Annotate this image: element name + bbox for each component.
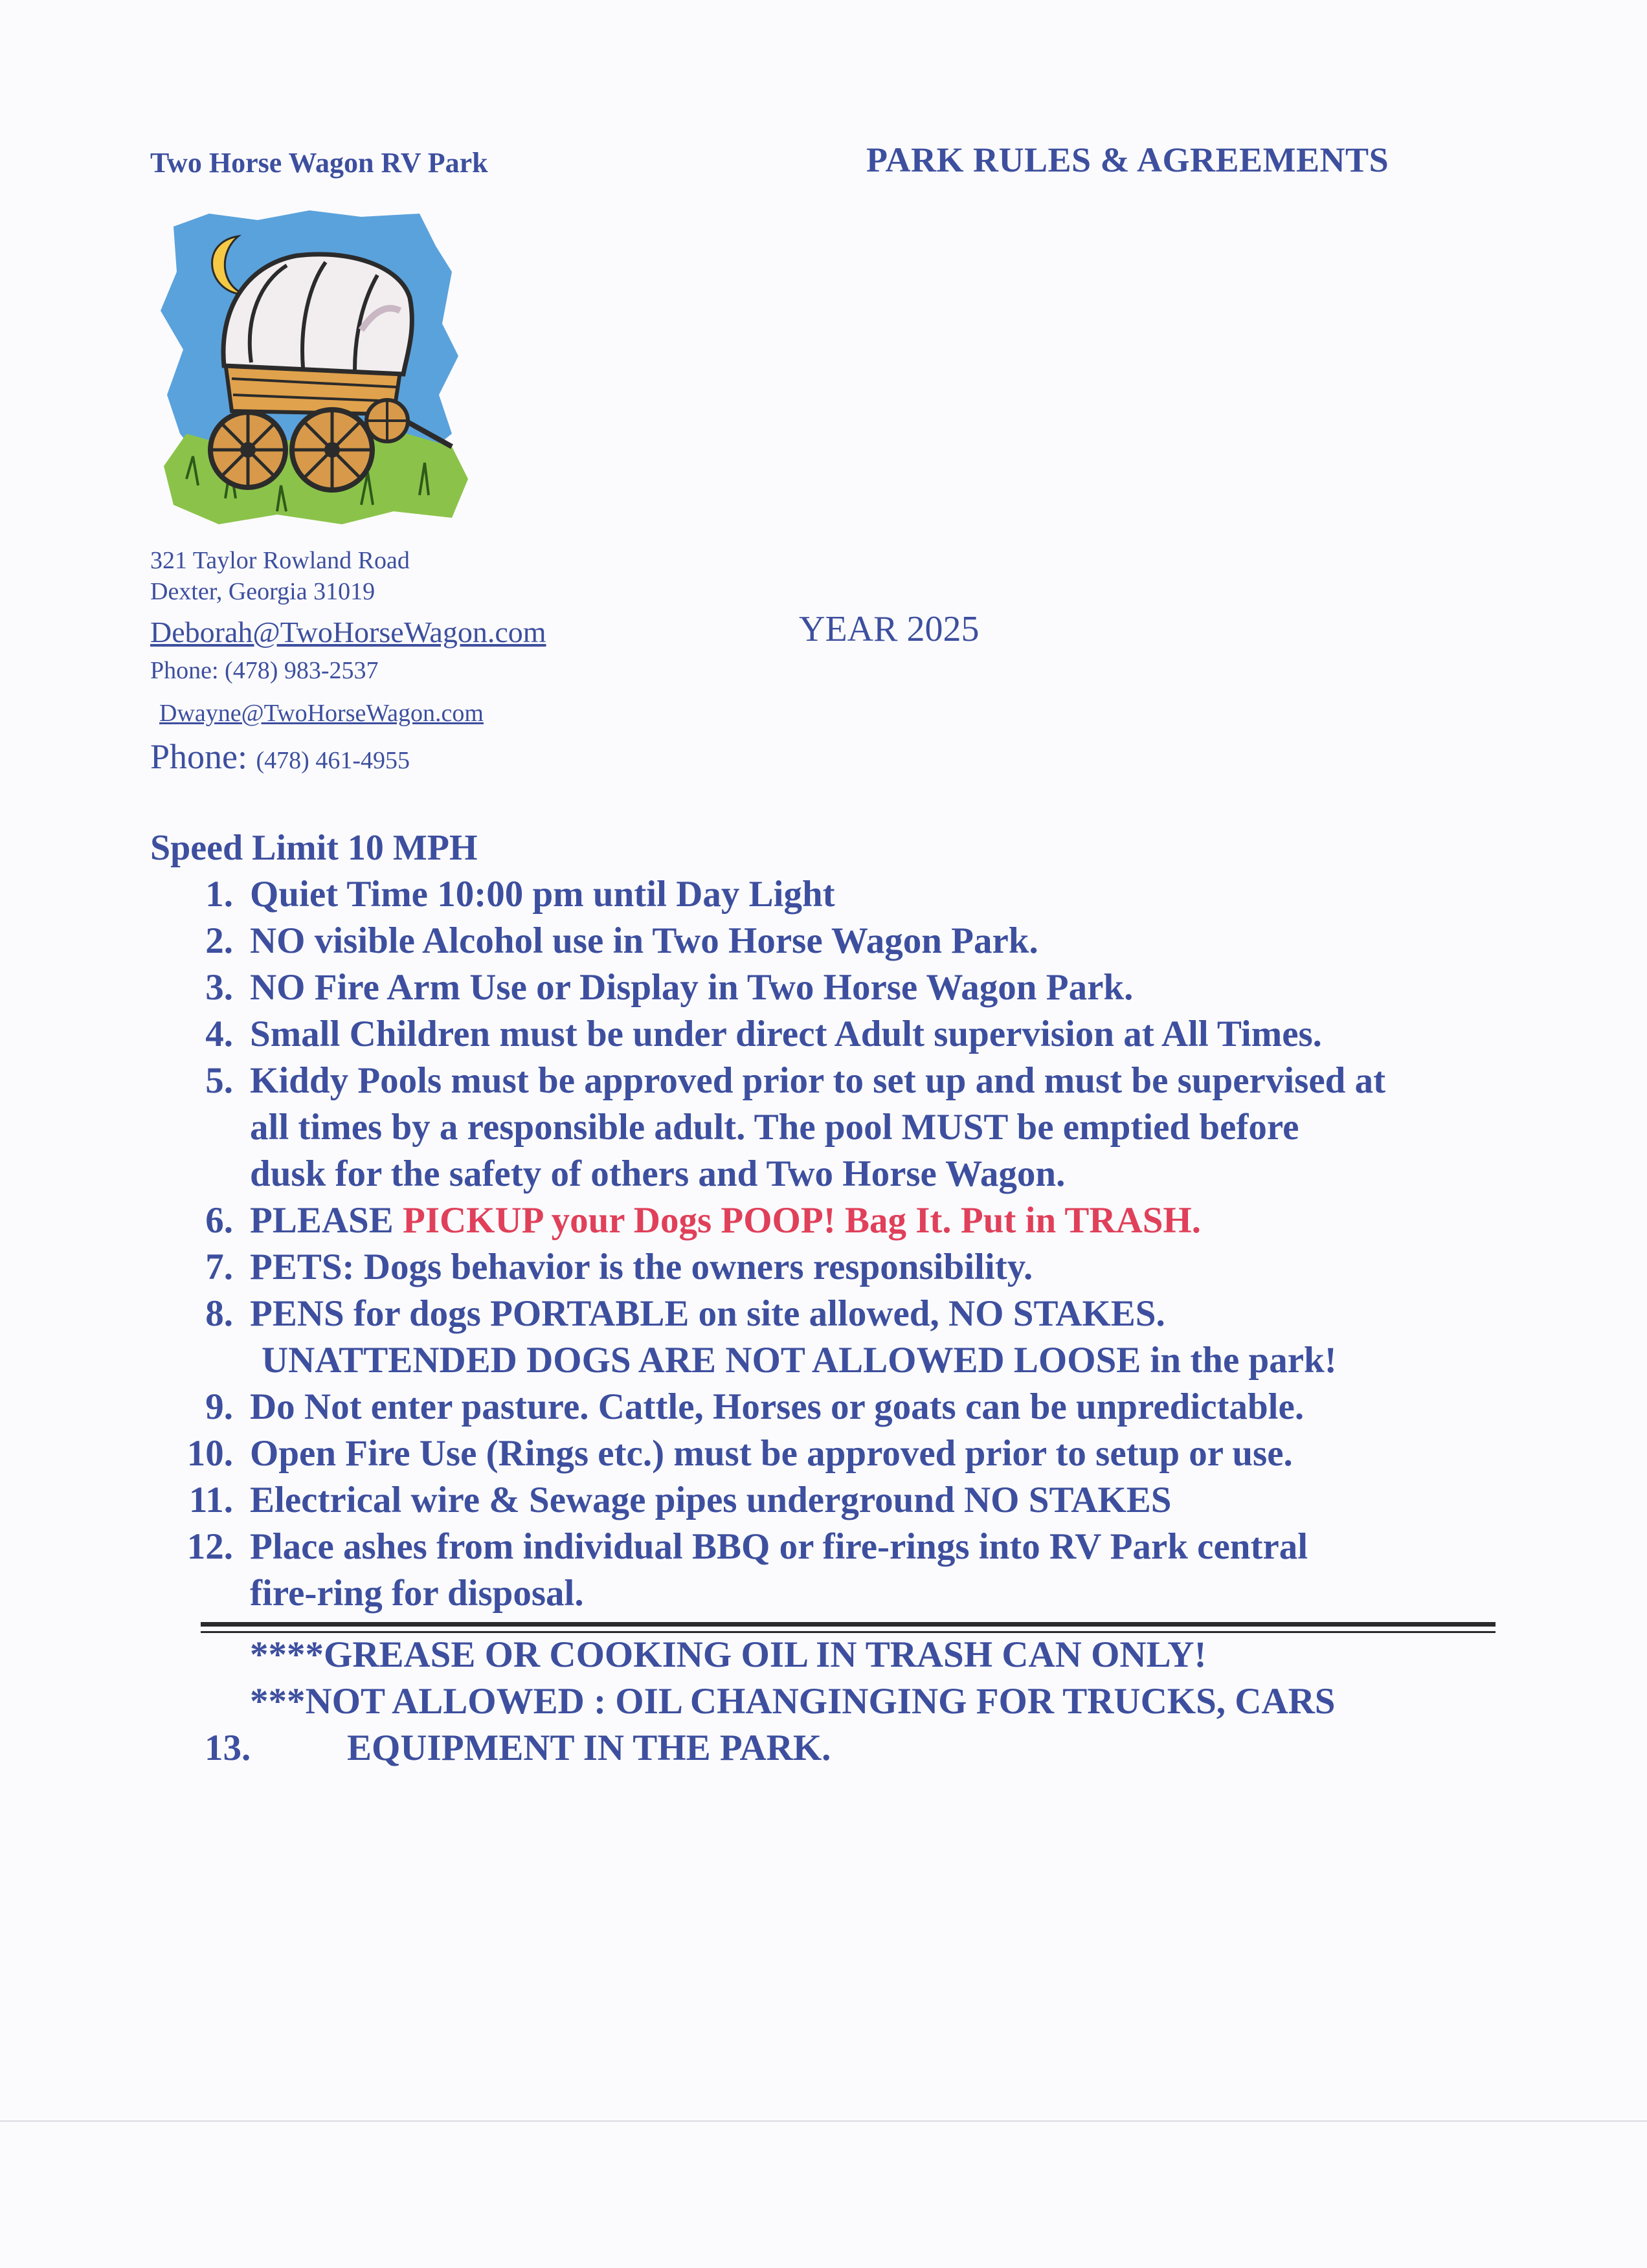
rule-continuation — [0, 1570, 1647, 1617]
rule-item — [0, 1244, 1647, 1291]
phone-2 — [150, 737, 410, 777]
phone-1: Phone: (478) 983-2537 — [150, 657, 379, 684]
rule-number: 4. — [205, 1014, 233, 1054]
rule-item — [0, 871, 1647, 918]
address-line-1: 321 Taylor Rowland Road — [150, 547, 410, 574]
rule-text: all times by a responsible adult. The pool MUST be emptied before — [250, 1107, 1299, 1148]
rule-text: fire-ring for disposal. — [250, 1573, 584, 1614]
rule-text-highlight: PICKUP your Dogs POOP! Bag It. Put in TRASH. — [403, 1200, 1202, 1241]
covered-wagon-icon — [148, 201, 471, 531]
grease-notice: ****GREASE OR COOKING OIL IN TRASH CAN ONLY! — [250, 1634, 1207, 1675]
rule-item — [0, 1011, 1647, 1058]
rule-number: 5. — [205, 1060, 233, 1101]
rule-number: 11. — [188, 1480, 233, 1520]
speed-limit-heading: Speed Limit 10 MPH — [150, 828, 478, 868]
rule-item — [0, 964, 1647, 1011]
rule-continuation — [0, 1337, 1647, 1384]
rule-number: 2. — [205, 920, 233, 961]
rules-list — [0, 871, 1647, 1617]
rule-number: 8. — [205, 1293, 233, 1334]
rule-number-13: 13. — [205, 1728, 251, 1768]
email-link-deborah[interactable]: Deborah@TwoHorseWagon.com — [150, 616, 546, 649]
rule-number: 6. — [205, 1200, 233, 1241]
rule-number: 10. — [186, 1433, 233, 1474]
rule-number: 1. — [205, 874, 233, 915]
rule-item — [0, 918, 1647, 964]
document-title: PARK RULES & AGREEMENTS — [866, 140, 1389, 179]
rule-text: Place ashes from individual BBQ or fire-rings into RV Park central — [250, 1526, 1308, 1567]
rule-item — [0, 1291, 1647, 1337]
divider-thick — [201, 1622, 1496, 1627]
rule-text-plain: PLEASE — [250, 1200, 403, 1241]
phone-2-label: Phone: — [150, 737, 248, 776]
rule-text: NO visible Alcohol use in Two Horse Wagon Park. — [250, 920, 1038, 961]
rule-text: Electrical wire & Sewage pipes underground NO STAKES — [250, 1480, 1172, 1520]
email-link-dwayne[interactable]: Dwayne@TwoHorseWagon.com — [159, 700, 484, 727]
rule-item — [0, 1477, 1647, 1524]
rule-text: UNATTENDED DOGS ARE NOT ALLOWED LOOSE in the park! — [262, 1340, 1337, 1381]
park-name: Two Horse Wagon RV Park — [150, 147, 488, 179]
address-line-2: Dexter, Georgia 31019 — [150, 578, 375, 605]
rule-item — [0, 1430, 1647, 1477]
phone-2-number: (478) 461-4955 — [256, 747, 410, 774]
rule-number: 3. — [205, 967, 233, 1008]
rule-item — [0, 1058, 1647, 1104]
rule-item — [0, 1524, 1647, 1570]
rule-text: dusk for the safety of others and Two Horse Wagon. — [250, 1153, 1066, 1194]
rule-text: Small Children must be under direct Adult supervision at All Times. — [250, 1014, 1322, 1054]
rule-continuation — [0, 1151, 1647, 1197]
rule-item — [0, 1384, 1647, 1430]
rule-text: PETS: Dogs behavior is the owners responsibility. — [250, 1247, 1033, 1287]
equipment-notice: EQUIPMENT IN THE PARK. — [347, 1728, 831, 1768]
rule-continuation — [0, 1104, 1647, 1151]
oil-change-notice: ***NOT ALLOWED : OIL CHANGINGING FOR TRUCKS, CARS — [250, 1681, 1336, 1722]
rule-number: 7. — [205, 1247, 233, 1287]
rule-text: Open Fire Use (Rings etc.) must be approved prior to setup or use. — [250, 1433, 1293, 1474]
rule-number: 9. — [205, 1386, 233, 1427]
rule-text: Kiddy Pools must be approved prior to set up and must be supervised at — [250, 1060, 1386, 1101]
year-label: YEAR 2025 — [799, 609, 980, 649]
rule-number: 12. — [186, 1526, 233, 1567]
rule-text: Do Not enter pasture. Cattle, Horses or goats can be unpredictable. — [250, 1386, 1305, 1427]
rule-item — [0, 1197, 1647, 1244]
rule-text: NO Fire Arm Use or Display in Two Horse Wagon Park. — [250, 967, 1134, 1008]
scan-edge-line — [0, 2120, 1647, 2122]
divider-thin — [201, 1631, 1496, 1633]
rule-text: Quiet Time 10:00 pm until Day Light — [250, 874, 835, 915]
rule-text: PENS for dogs PORTABLE on site allowed, NO STAKES. — [250, 1293, 1165, 1334]
rule-text — [250, 1197, 1201, 1244]
